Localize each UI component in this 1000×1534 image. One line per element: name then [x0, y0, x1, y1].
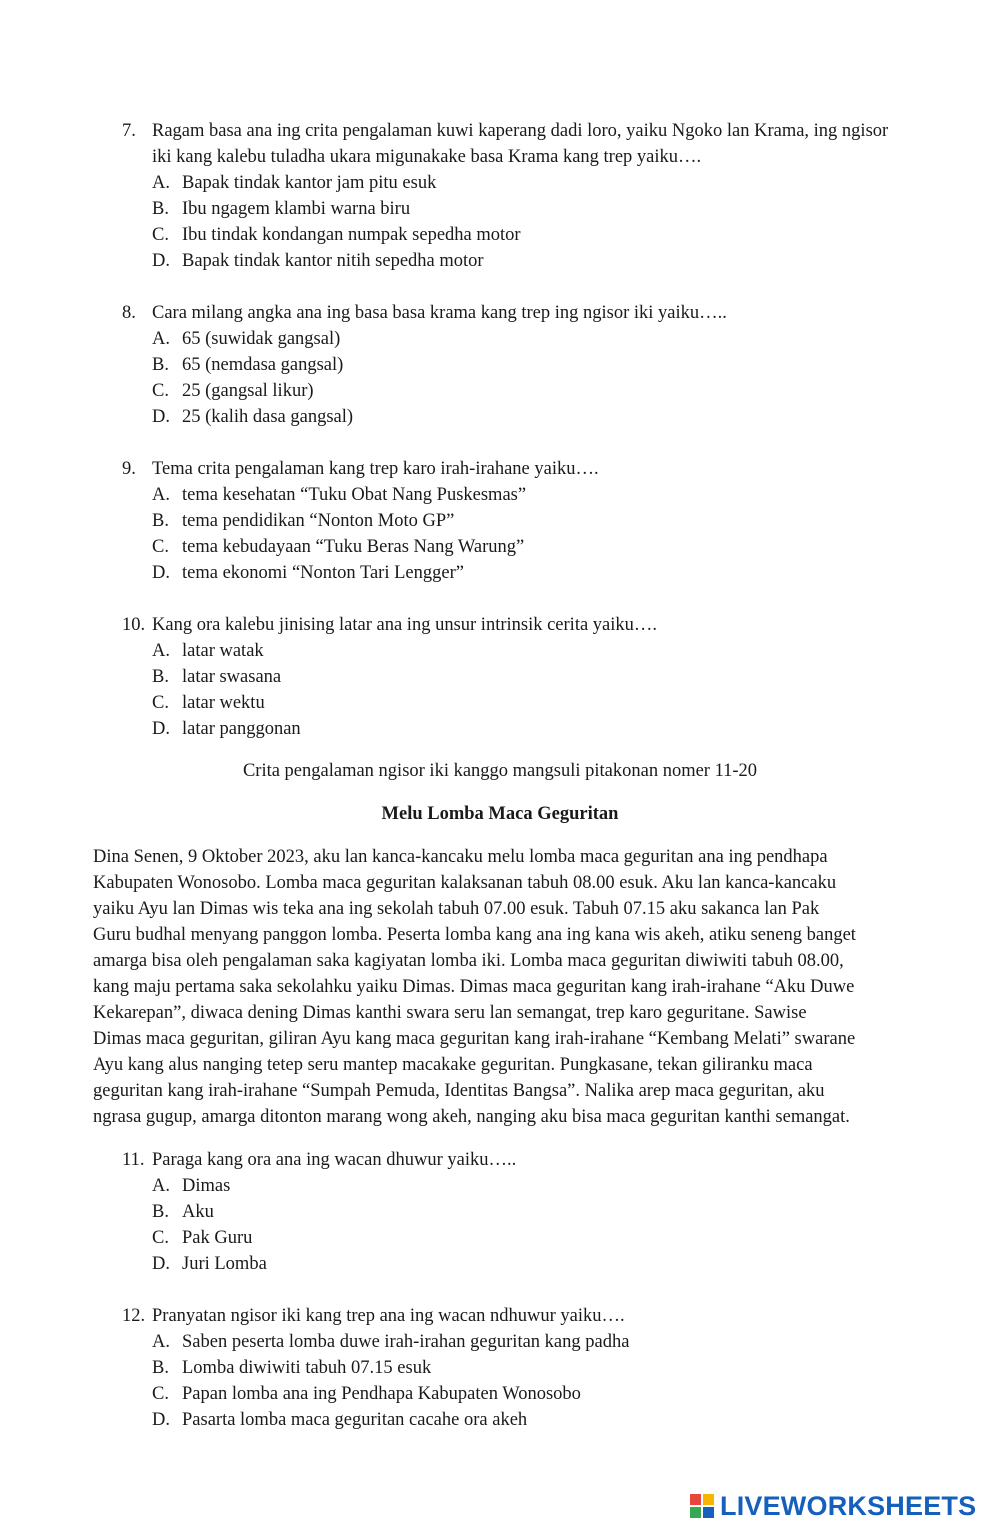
option-a[interactable]: A. 65 (suwidak gangsal): [152, 329, 341, 349]
option-c[interactable]: C. Pak Guru: [152, 1228, 253, 1248]
question-number: 8.: [122, 303, 136, 323]
story-title: Melu Lomba Maca Geguritan: [381, 804, 619, 824]
option-b[interactable]: B. 65 (nemdasa gangsal): [152, 355, 344, 375]
logo-square: [703, 1507, 714, 1518]
logo-square: [690, 1494, 701, 1505]
question-number: 7.: [122, 121, 136, 141]
option-a[interactable]: A. Bapak tindak kantor jam pitu esuk: [152, 173, 437, 193]
question-number: 11.: [122, 1150, 145, 1170]
question-9: [122, 456, 912, 586]
option-d[interactable]: D. 25 (kalih dasa gangsal): [152, 407, 354, 427]
option-a[interactable]: A. tema kesehatan “Tuku Obat Nang Puskesmas”: [152, 485, 527, 505]
question-8: [122, 300, 912, 430]
question-stem: Pranyatan ngisor iki kang trep ana ing wacan ndhuwur yaiku….: [152, 1306, 625, 1326]
option-d[interactable]: D. Bapak tindak kantor nitih sepedha motor: [152, 251, 484, 271]
story-line: amarga bisa oleh pengalaman saka kagiyatan lomba iki. Lomba maca geguritan diwiwiti tabuh 08.00,: [93, 951, 844, 971]
logo-square: [703, 1494, 714, 1505]
option-b[interactable]: B. tema pendidikan “Nonton Moto GP”: [152, 511, 455, 531]
question-7: [122, 118, 912, 274]
story-paragraph: [93, 844, 913, 1130]
option-d[interactable]: D. tema ekonomi “Nonton Tari Lengger”: [152, 563, 464, 583]
question-number: 9.: [122, 459, 136, 479]
story-line: ngrasa gugup, amarga ditonton marang wong akeh, nanging aku bisa maca geguritan kanthi semangat.: [93, 1107, 850, 1127]
option-c[interactable]: C. 25 (gangsal likur): [152, 381, 314, 401]
instruction-text: Crita pengalaman ngisor iki kanggo mangsuli pitakonan nomer 11-20: [242, 761, 758, 781]
question-stem: Tema crita pengalaman kang trep karo irah-irahane yaiku….: [152, 459, 599, 479]
story-line: yaiku Ayu lan Dimas wis teka ana ing sekolah tabuh 07.00 esuk. Tabuh 07.15 aku sakanca lan Pak: [93, 899, 820, 919]
option-b[interactable]: B. latar swasana: [152, 667, 282, 687]
story-line: Kabupaten Wonosobo. Lomba maca geguritan kalaksanan tabuh 08.00 esuk. Aku lan kanca-kancaku: [93, 873, 837, 893]
story-line: kang maju pertama saka sekolahku yaiku Dimas. Dimas maca geguritan kang irah-irahane “Aku Duwe: [93, 977, 855, 997]
story-line: Guru budhal menyang panggon lomba. Peserta lomba kang ana ing kana wis akeh, atiku seneng banget: [93, 925, 856, 945]
story-line: Ayu kang alus nanging tetep seru mantep macakake geguritan. Pungkasane, tekan giliranku maca: [93, 1055, 813, 1075]
option-a[interactable]: A. Dimas: [152, 1176, 231, 1196]
brand-name: LIVEWORKSHEETS: [720, 1491, 977, 1521]
question-stem: Paraga kang ora ana ing wacan dhuwur yaiku…..: [152, 1150, 517, 1170]
question-12: [122, 1303, 912, 1433]
option-c[interactable]: C. latar wektu: [152, 693, 265, 713]
question-11: [122, 1147, 912, 1277]
option-c[interactable]: C. tema kebudayaan “Tuku Beras Nang Warung”: [152, 537, 525, 557]
question-number: 10.: [122, 615, 146, 635]
option-b[interactable]: B. Lomba diwiwiti tabuh 07.15 esuk: [152, 1358, 432, 1378]
story-line: geguritan kang irah-irahane “Sumpah Pemuda, Identitas Bangsa”. Nalika arep maca geguritan, aku: [93, 1081, 825, 1101]
option-a[interactable]: A. Saben peserta lomba duwe irah-irahan geguritan kang padha: [152, 1332, 630, 1352]
brand-logo: [690, 1491, 976, 1522]
liveworksheets-icon: [690, 1494, 716, 1520]
question-number: 12.: [122, 1306, 146, 1326]
option-d[interactable]: D. Pasarta lomba maca geguritan cacahe ora akeh: [152, 1410, 528, 1430]
question-stem: Kang ora kalebu jinising latar ana ing unsur intrinsik cerita yaiku….: [152, 615, 658, 635]
question-stem: Cara milang angka ana ing basa basa krama kang trep ing ngisor iki yaiku…..: [152, 303, 727, 323]
story-line: Kekarepan”, diwaca dening Dimas kanthi swara seru lan semangat, trep karo geguritane. Sawise: [93, 1003, 807, 1023]
option-d[interactable]: D. latar panggonan: [152, 719, 301, 739]
option-b[interactable]: B. Ibu ngagem klambi warna biru: [152, 199, 411, 219]
option-c[interactable]: C. Papan lomba ana ing Pendhapa Kabupaten Wonosobo: [152, 1384, 581, 1404]
option-c[interactable]: C. Ibu tindak kondangan numpak sepedha motor: [152, 225, 521, 245]
option-d[interactable]: D. Juri Lomba: [152, 1254, 267, 1274]
question-stem: Ragam basa ana ing crita pengalaman kuwi kaperang dadi loro, yaiku Ngoko lan Krama, ing ngisor iki kang kalebu tuladha ukara migunakake basa Krama kang trep yaiku….: [152, 121, 889, 167]
logo-square: [690, 1507, 701, 1518]
option-a[interactable]: A. latar watak: [152, 641, 264, 661]
option-b[interactable]: B. Aku: [152, 1202, 214, 1222]
story-line: Dimas maca geguritan, giliran Ayu kang maca geguritan kang irah-irahane “Kembang Melati” swarane: [93, 1029, 856, 1049]
story-line: Dina Senen, 9 Oktober 2023, aku lan kanca-kancaku melu lomba maca geguritan ana ing pendhapa: [93, 847, 828, 867]
question-10: [122, 612, 912, 742]
